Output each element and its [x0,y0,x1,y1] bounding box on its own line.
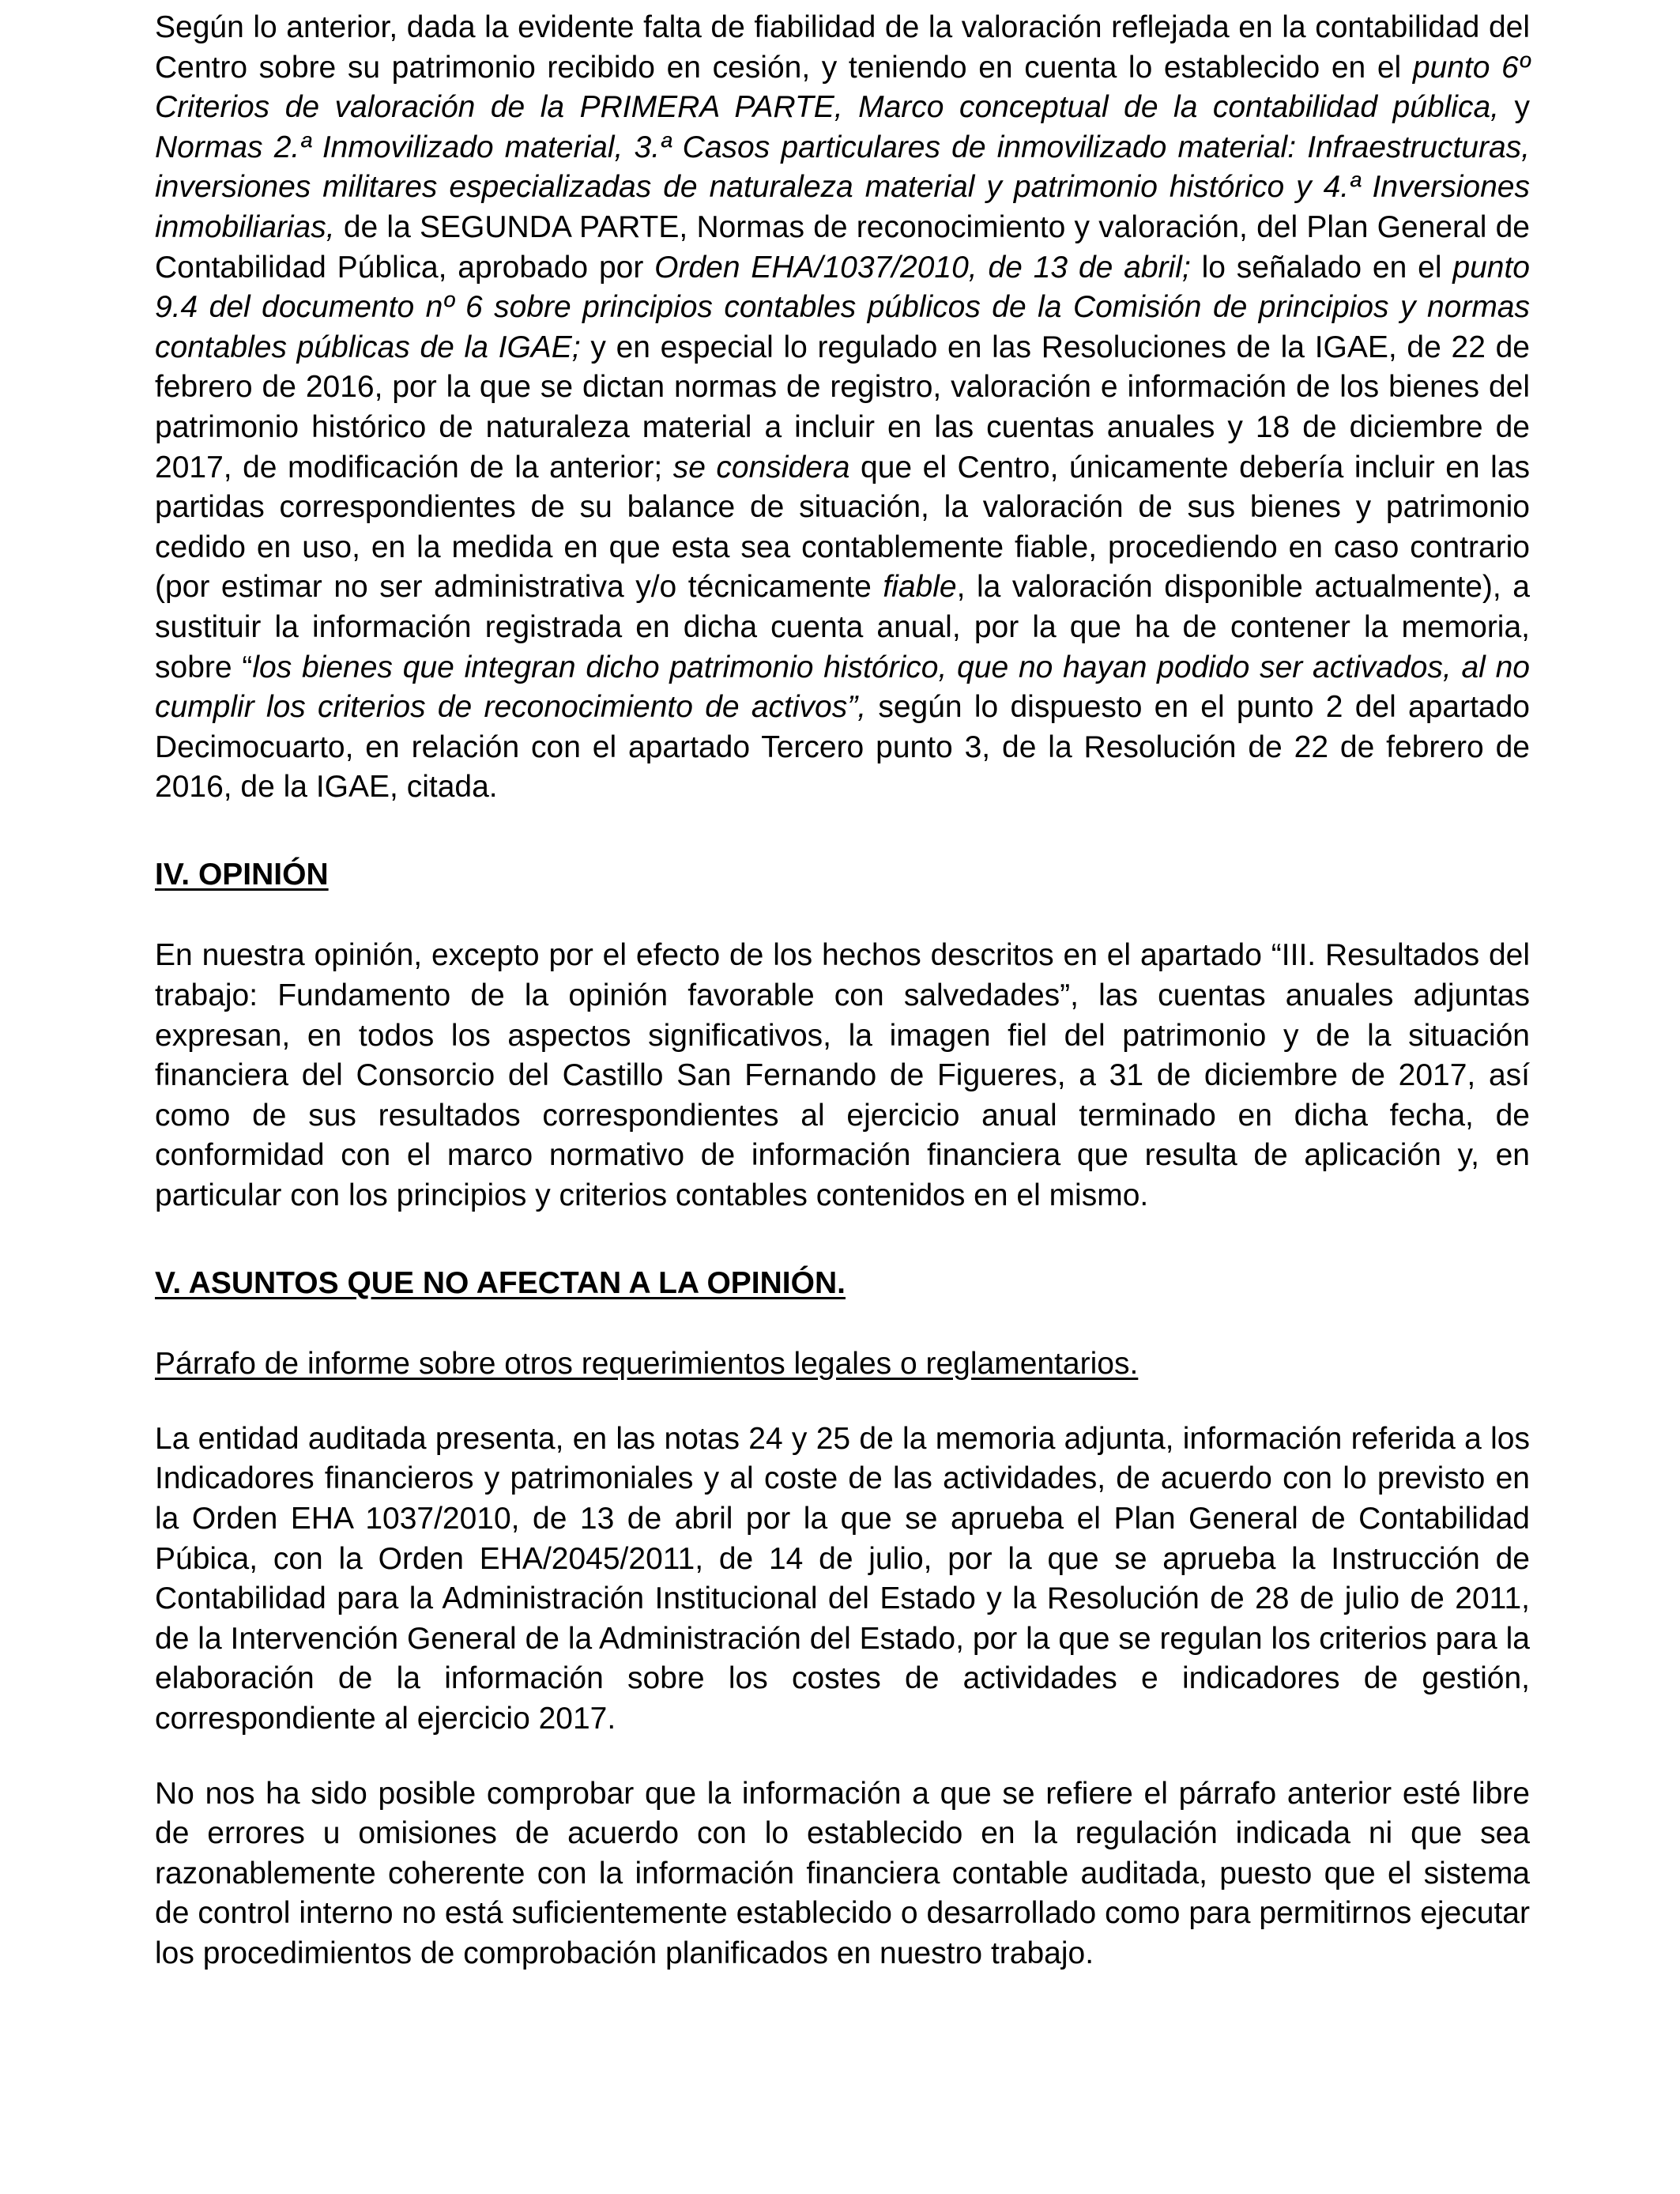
italic-run: punto 6º Criterios de valoración de la PRIMERA PARTE, Marco conceptual de la contabilidad pública, [155,50,1530,125]
text-run: lo señalado en el [1190,250,1453,285]
italic-run: punto 9.4 del documento nº 6 sobre principios contables públicos de la Comisión de principios y normas contables públicas de la IGAE; [155,250,1530,364]
text-run: de la SEGUNDA PARTE, Normas de reconocimiento y valoración, del Plan General de Contabilidad Pública, aprobado por [155,209,1530,285]
text-run: que el Centro, únicamente debería incluir en las partidas correspondientes de su balance de situación, la valoración de sus bienes y patrimonio cedido en uso, en la medida en que esta sea contablemente fiable, procediendo en caso contrario (por estimar no ser administrativa y/o técnicamente [155,450,1531,605]
italic-run: se considera [672,450,850,484]
italic-run: fiable [883,570,957,605]
paragraph-indicators: La entidad auditada presenta, en las notas 24 y 25 de la memoria adjunta, información referida a los Indicadores financieros y patrimoniales y al coste de las actividades, de acuerdo con lo previsto en la Orden EHA 1037/2010, de 13 de abril por la que se aprueba el Plan General de Contabilidad Púbica, con la Orden EHA/2045/2011, de 14 de julio, por la que se aprueba la Instrucción de Contabilidad para la Administración Institucional del Estado y la Resolución de 28 de julio de 2011, de la Intervención General de la Administración del Estado, por la que se regulan los criterios para la elaboración de la información sobre los costes de actividades e indicadores de gestión, correspondiente al ejercicio 2017. [155,1421,1530,1736]
text-run: , la valoración disponible actualmente), a sustituir la información registrada en dicha cuenta anual, por la que ha de contener la memoria, sobre “ [155,570,1530,684]
italic-run: Normas 2.ª Inmovilizado material, 3.ª Casos particulares de inmovilizado material: Infraestructuras, inversiones militares especializadas de naturaleza material y patrimonio histórico y 4.ª Inversiones inmobiliarias, [155,130,1530,244]
text-run: y en especial lo regulado en las Resoluciones de la IGAE, de 22 de febrero de 2016, por la que se dictan normas de registro, valoración e información de los bienes del patrimonio histórico de naturaleza material a incluir en las cuentas anuales y 18 de diciembre de 2017, de modificación de la anterior; [155,330,1530,484]
subheading-legal-requirements: Párrafo de informe sobre otros requerimientos legales o reglamentarios. [155,1347,1139,1382]
paragraph-opinion: En nuestra opinión, excepto por el efecto de los hechos descritos en el apartado “III. Resultados del trabajo: Fundamento de la opinión favorable con salvedades”, las cuentas anuales adjuntas expresan, en todos los aspectos significativos, la imagen fiel del patrimonio y de la situación financiera del Consorcio del Castillo San Fernando de Figueres, a 31 de diciembre de 2017, así como de sus resultados correspondientes al ejercicio anual terminado en dicha fecha, de conformidad con el marco normativo de información financiera que resulta de aplicación y, en particular con los principios y criterios contables contenidos en el mismo. [155,938,1530,1213]
paragraph-valuation-criteria [155,8,1530,808]
italic-run: los bienes que integran dicho patrimonio histórico, que no hayan podido ser activados, al no cumplir los criterios de reconocimiento de activos”, [155,650,1530,725]
section-heading-other-matters: V. ASUNTOS QUE NO AFECTAN A LA OPINIÓN. [155,1265,846,1300]
text-run: y [1498,90,1530,125]
paragraph-internal-control: No nos ha sido posible comprobar que la información a que se refiere el párrafo anterior esté libre de errores u omisiones de acuerdo con lo establecido en la regulación indicada ni que sea razonablemente coherente con la información financiera contable auditada, puesto que el sistema de control interno no está suficientemente establecido o desarrollado como para permitirnos ejecutar los procedimientos de comprobación planificados en nuestro trabajo. [155,1776,1530,1970]
italic-run: Orden EHA/1037/2010, de 13 de abril; [654,250,1191,285]
section-heading-opinion: IV. OPINIÓN [155,857,329,892]
text-run: Según lo anterior, dada la evidente falta de fiabilidad de la valoración reflejada en la contabilidad del Centro sobre su patrimonio recibido en cesión, y teniendo en cuenta lo establecido en el [155,10,1530,85]
text-run: según lo dispuesto en el punto 2 del apartado Decimocuarto, en relación con el apartado Tercero punto 3, de la Resolución de 22 de febrero de 2016, de la IGAE, citada. [155,690,1530,805]
